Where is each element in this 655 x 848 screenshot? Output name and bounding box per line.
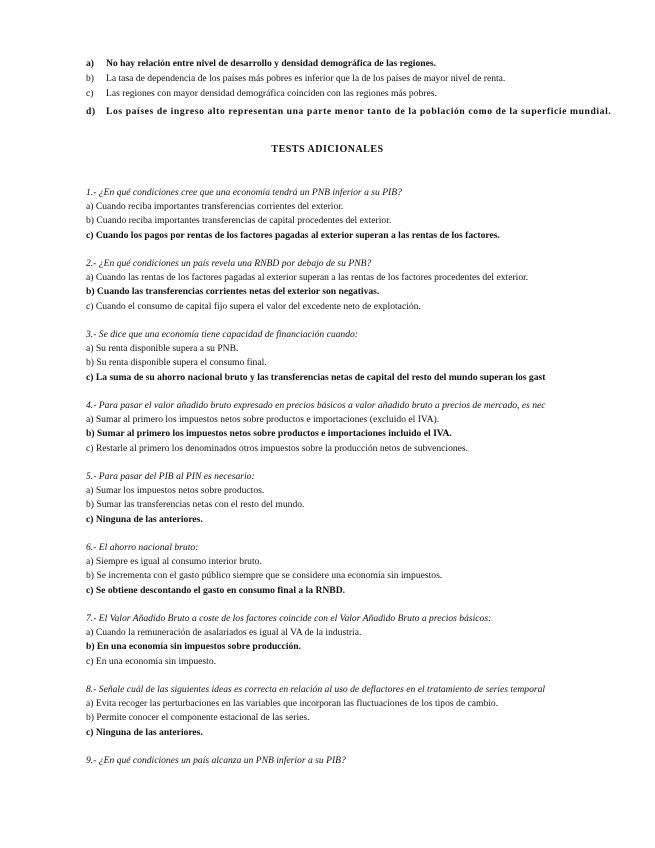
question-7-option-a: a) Cuando la remuneración de asalariados es igual al VA de la industria. [86, 627, 362, 638]
question-4-option-b: b) Sumar al primero los impuestos netos sobre productos e importaciones incluido el IVA. [86, 428, 452, 439]
question-4-option-c: c) Restarle al primero los denominados otros impuestos sobre la producción netos de subvenciones. [86, 443, 469, 454]
question-1: 1.- ¿En qué condiciones cree que una economía tendrá un PNB inferior a su PIB? [86, 187, 402, 198]
question-6: 6.- El ahorro nacional bruto: [86, 542, 199, 553]
question-8-option-a: a) Evita recoger las perturbaciones en las variables que incorporan las fluctuaciones de los tipos de cambio. [86, 698, 499, 709]
top-option-b-text: La tasa de dependencia de los países más pobres es inferior que la de los países de mayor nivel de renta. [106, 73, 506, 84]
question-2-option-c: c) Cuando el consumo de capital fijo supera el valor del excedente neto de explotación. [86, 301, 421, 312]
question-5: 5.- Para pasar del PIB al PIN es necesario: [86, 471, 255, 482]
question-8: 8.- Señale cuál de las siguientes ideas es correcta en relación al uso de deflactores en el tratamiento de series temporal [86, 684, 546, 695]
question-7-option-c: c) En una economía sin impuesto. [86, 656, 217, 667]
top-option-d-label: d) [86, 106, 96, 117]
question-6-option-c: c) Se obtiene descontando el gasto en consumo final a la RNBD. [86, 585, 346, 596]
question-3-option-b: b) Su renta disponible supera el consumo final. [86, 357, 267, 368]
question-1-option-c: c) Cuando los pagos por rentas de los factores pagadas al exterior superan a las rentas de los factores. [86, 230, 500, 241]
top-option-a [86, 58, 436, 70]
question-8-option-c: c) Ninguna de las anteriores. [86, 727, 203, 738]
top-option-d-text: Los países de ingreso alto representan una parte menor tanto de la población como de la superficie mundial. [106, 106, 612, 117]
top-option-a-text: No hay relación entre nivel de desarrollo y densidad demográfica de las regiones. [106, 58, 436, 69]
top-option-b-label: b) [86, 73, 94, 84]
top-option-d [86, 96, 612, 117]
top-option-b [86, 73, 505, 85]
question-7-option-b: b) En una economía sin impuestos sobre producción. [86, 641, 302, 652]
question-5-option-a: a) Sumar los impuestos netos sobre productos. [86, 485, 265, 496]
question-1-option-b: b) Cuando reciba importantes transferencias de capital procedentes del exterior. [86, 215, 392, 226]
question-2-option-a: a) Cuando las rentas de los factores pagadas al exterior superan a las rentas de los factores procedentes del exterior. [86, 272, 529, 283]
question-1-option-a: a) Cuando reciba importantes transferencias corrientes del exterior. [86, 201, 344, 212]
question-5-option-b: b) Sumar las transferencias netas con el resto del mundo. [86, 499, 305, 510]
section-heading: TESTS ADICIONALES [271, 144, 384, 155]
question-3: 3.- Se dice que una economía tiene capacidad de financiación cuando: [86, 329, 359, 340]
question-3-option-c: c) La suma de su ahorro nacional bruto y las transferencias netas de capital del resto del mundo superan los gast [86, 372, 546, 383]
question-4-option-a: a) Sumar al primero los impuestos netos sobre productos e importaciones (excluido el IVA). [86, 414, 440, 425]
question-6-option-b: b) Se incrementa con el gasto público siempre que se considere una economía sin impuestos. [86, 570, 443, 581]
question-8-option-b: b) Permite conocer el componente estacional de las series. [86, 712, 310, 723]
question-9: 9.- ¿En qué condiciones un país alcanza un PNB inferior a su PIB? [86, 755, 346, 766]
question-3-option-a: a) Su renta disponible supera a su PNB. [86, 343, 239, 354]
top-option-a-label: a) [86, 58, 94, 69]
question-6-option-a: a) Siempre es igual al consumo interior bruto. [86, 556, 262, 567]
top-option-c-label: c) [86, 88, 94, 99]
top-option-c-text: Las regiones con mayor densidad demográfica coinciden con las regiones más pobres. [106, 88, 437, 99]
question-7: 7.- El Valor Añadido Bruto a coste de los factores coincide con el Valor Añadido Bruto a precios básicos: [86, 613, 492, 624]
question-2: 2.- ¿En qué condiciones un país revela una RNBD por debajo de su PNB? [86, 258, 372, 269]
question-4: 4.- Para pasar el valor añadido bruto expresado en precios básicos a valor añadido bruto a precios de mercado, es nec [86, 400, 546, 411]
question-5-option-c: c) Ninguna de las anteriores. [86, 514, 203, 525]
question-2-option-b: b) Cuando las transferencias corrientes netas del exterior son negativas. [86, 286, 380, 297]
